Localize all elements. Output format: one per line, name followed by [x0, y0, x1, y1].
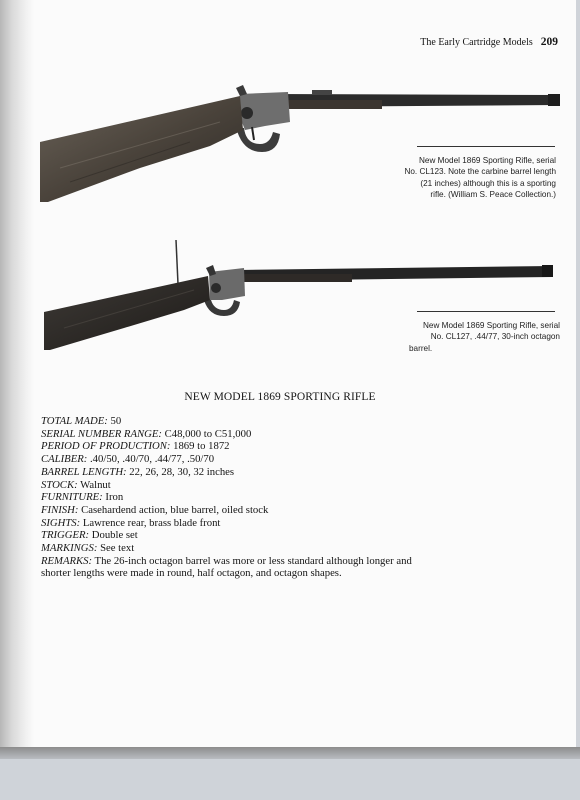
spec-label: BARREL LENGTH:: [41, 465, 127, 478]
caption-line: (21 inches) although this is a sporting: [420, 178, 556, 188]
spec-stock: [41, 479, 441, 492]
spec-value: .40/50, .40/70, .44/77, .50/70: [89, 453, 215, 466]
spec-value: 22, 26, 28, 30, 32 inches: [129, 465, 235, 478]
caption-line: New Model 1869 Sporting Rifle, serial: [423, 321, 560, 330]
section-title: NEW MODEL 1869 SPORTING RIFLE: [184, 391, 376, 403]
spec-label: SIGHTS:: [41, 516, 81, 529]
spec-value: Iron: [105, 491, 124, 504]
spec-total-made: [41, 415, 441, 428]
spec-value: Double set: [91, 529, 138, 542]
page-number: 209: [540, 36, 558, 48]
caption-line: New Model 1869 Sporting Rifle, serial: [419, 156, 556, 165]
page-gutter-shadow: [0, 0, 34, 747]
spec-markings: [41, 542, 441, 555]
spec-label: FURNITURE:: [41, 491, 103, 504]
caption-line: rifle. (William S. Peace Collection.): [430, 190, 556, 200]
lever: [204, 300, 240, 316]
spec-value: C48,000 to C51,000: [164, 427, 252, 440]
spec-label: FINISH:: [41, 503, 79, 516]
fore-end: [242, 274, 352, 282]
spec-period: [41, 440, 441, 453]
hammer: [236, 85, 247, 96]
spec-trigger: [41, 529, 441, 542]
caption-line: barrel.: [409, 343, 433, 353]
spec-label: TOTAL MADE:: [41, 415, 108, 427]
spec-remarks: [41, 555, 441, 568]
spec-label: PERIOD OF PRODUCTION:: [41, 440, 171, 453]
spec-value: Lawrence rear, brass blade front: [82, 516, 221, 529]
page-bottom-edge: [0, 747, 580, 759]
spec-barrel-length: [41, 466, 441, 479]
spec-value: 1869 to 1872: [173, 440, 230, 453]
muzzle: [548, 94, 560, 106]
page-header: [300, 36, 558, 48]
spec-label: SERIAL NUMBER RANGE:: [41, 427, 162, 440]
running-title: The Early Cartridge Models: [420, 37, 533, 48]
spec-caliber: [41, 453, 441, 466]
spec-finish: [41, 504, 441, 517]
spec-label: STOCK:: [41, 478, 78, 491]
caption-line: No. CL127, .44/77, 30-inch octagon: [430, 332, 560, 342]
spec-label: MARKINGS:: [41, 542, 98, 555]
caption-rule-1: [417, 146, 555, 147]
muzzle: [542, 265, 553, 277]
rear-sight: [312, 90, 332, 95]
spec-value: Casehardend action, blue barrel, oiled stock: [81, 503, 269, 516]
hammer: [206, 265, 216, 276]
spec-furniture: [41, 491, 441, 504]
figure-caption-1: [380, 155, 556, 201]
spec-serial-range: [41, 428, 441, 441]
spec-value: See text: [100, 542, 135, 555]
spec-value: 50: [110, 415, 122, 427]
spec-value: The 26-inch octagon barrel was more or less standard although longer and: [94, 554, 412, 567]
spec-label: TRIGGER:: [41, 529, 90, 542]
spec-sights: [41, 517, 441, 530]
spec-list: [41, 415, 441, 580]
spec-label: REMARKS:: [41, 554, 93, 567]
remarks-continuation: shorter lengths were made in round, half octagon, and octagon shapes.: [41, 567, 342, 580]
hammer-screw: [211, 283, 221, 293]
lever: [236, 127, 280, 152]
spec-value: Walnut: [80, 478, 111, 491]
figure-caption-2: [390, 320, 560, 354]
caption-line: No. CL123. Note the carbine barrel length: [404, 167, 556, 177]
buttstock: [40, 96, 243, 202]
spec-label: CALIBER:: [41, 453, 88, 466]
buttstock: [44, 276, 210, 350]
caption-rule-2: [417, 311, 555, 312]
hammer-screw: [241, 107, 253, 119]
tang-sight: [176, 240, 178, 284]
